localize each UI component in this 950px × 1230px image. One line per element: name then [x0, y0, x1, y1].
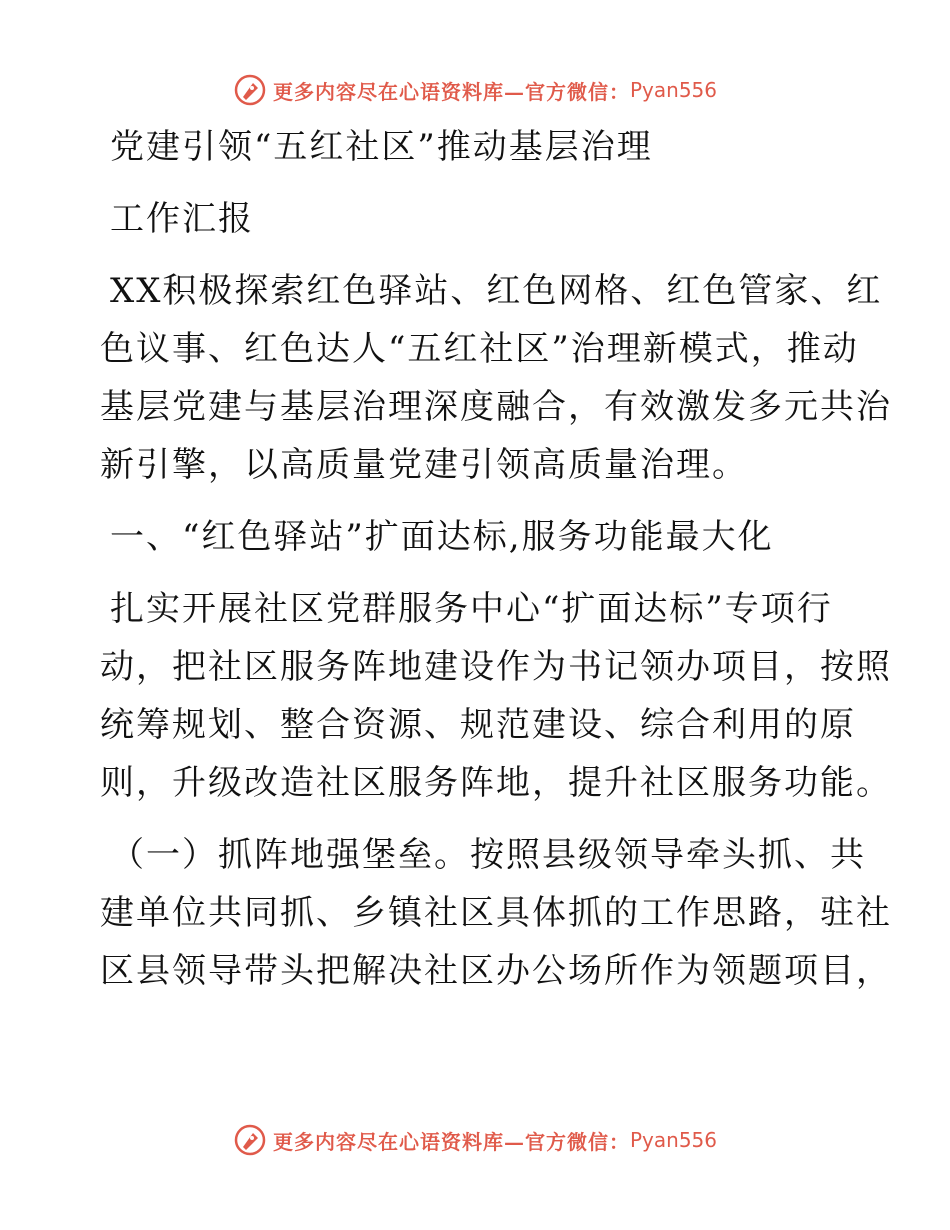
- subsection1-paragraph: [100, 826, 892, 1000]
- document-title-line1: 党建引领“五红社区”推动基层治理: [110, 127, 653, 167]
- watermark-text: 更多内容尽在心语资料库—官方微信：: [272, 1129, 630, 1154]
- paragraph-line: XX积极探索红色驿站、红色网格、红色管家、红: [110, 271, 883, 311]
- paragraph-line: 新引擎，以高质量党建引领高质量治理。: [100, 445, 748, 485]
- paragraph-line: 基层党建与基层治理深度融合，有效激发多元共治: [100, 387, 892, 427]
- document-body: [100, 118, 892, 1000]
- paragraph-line: （一）抓阵地强堡垒。按照县级领导牵头抓、共: [110, 835, 866, 875]
- watermark-handle: Pyan556: [629, 78, 717, 102]
- watermark-handle: Pyan556: [629, 1128, 717, 1152]
- paragraph-line: 建单位共同抓、乡镇社区具体抓的工作思路，驻社: [100, 893, 892, 933]
- section-heading: 一、“红色驿站”扩面达标,服务功能最大化: [110, 517, 774, 557]
- footer-watermark: [0, 1120, 950, 1160]
- watermark-text: 更多内容尽在心语资料库—官方微信：: [272, 79, 630, 104]
- section1-paragraph: [100, 580, 892, 812]
- document-title-line2: 工作汇报: [110, 199, 254, 239]
- paragraph-line: 色议事、红色达人“五红社区”治理新模式，推动: [100, 329, 859, 369]
- intro-paragraph: [100, 262, 892, 494]
- paragraph-line: 区县领导带头把解决社区办公场所作为领题项目，: [100, 951, 892, 991]
- paragraph-line: 则，升级改造社区服务阵地，提升社区服务功能。: [100, 763, 892, 803]
- paragraph-line: 统筹规划、整合资源、规范建设、综合利用的原: [100, 705, 856, 745]
- paragraph-line: 动，把社区服务阵地建设作为书记领办项目，按照: [100, 647, 892, 687]
- paragraph-line: 扎实开展社区党群服务中心“扩面达标”专项行: [110, 589, 833, 629]
- pen-nib-icon: [233, 1123, 267, 1157]
- header-watermark: [0, 70, 950, 110]
- pen-nib-icon: [233, 73, 267, 107]
